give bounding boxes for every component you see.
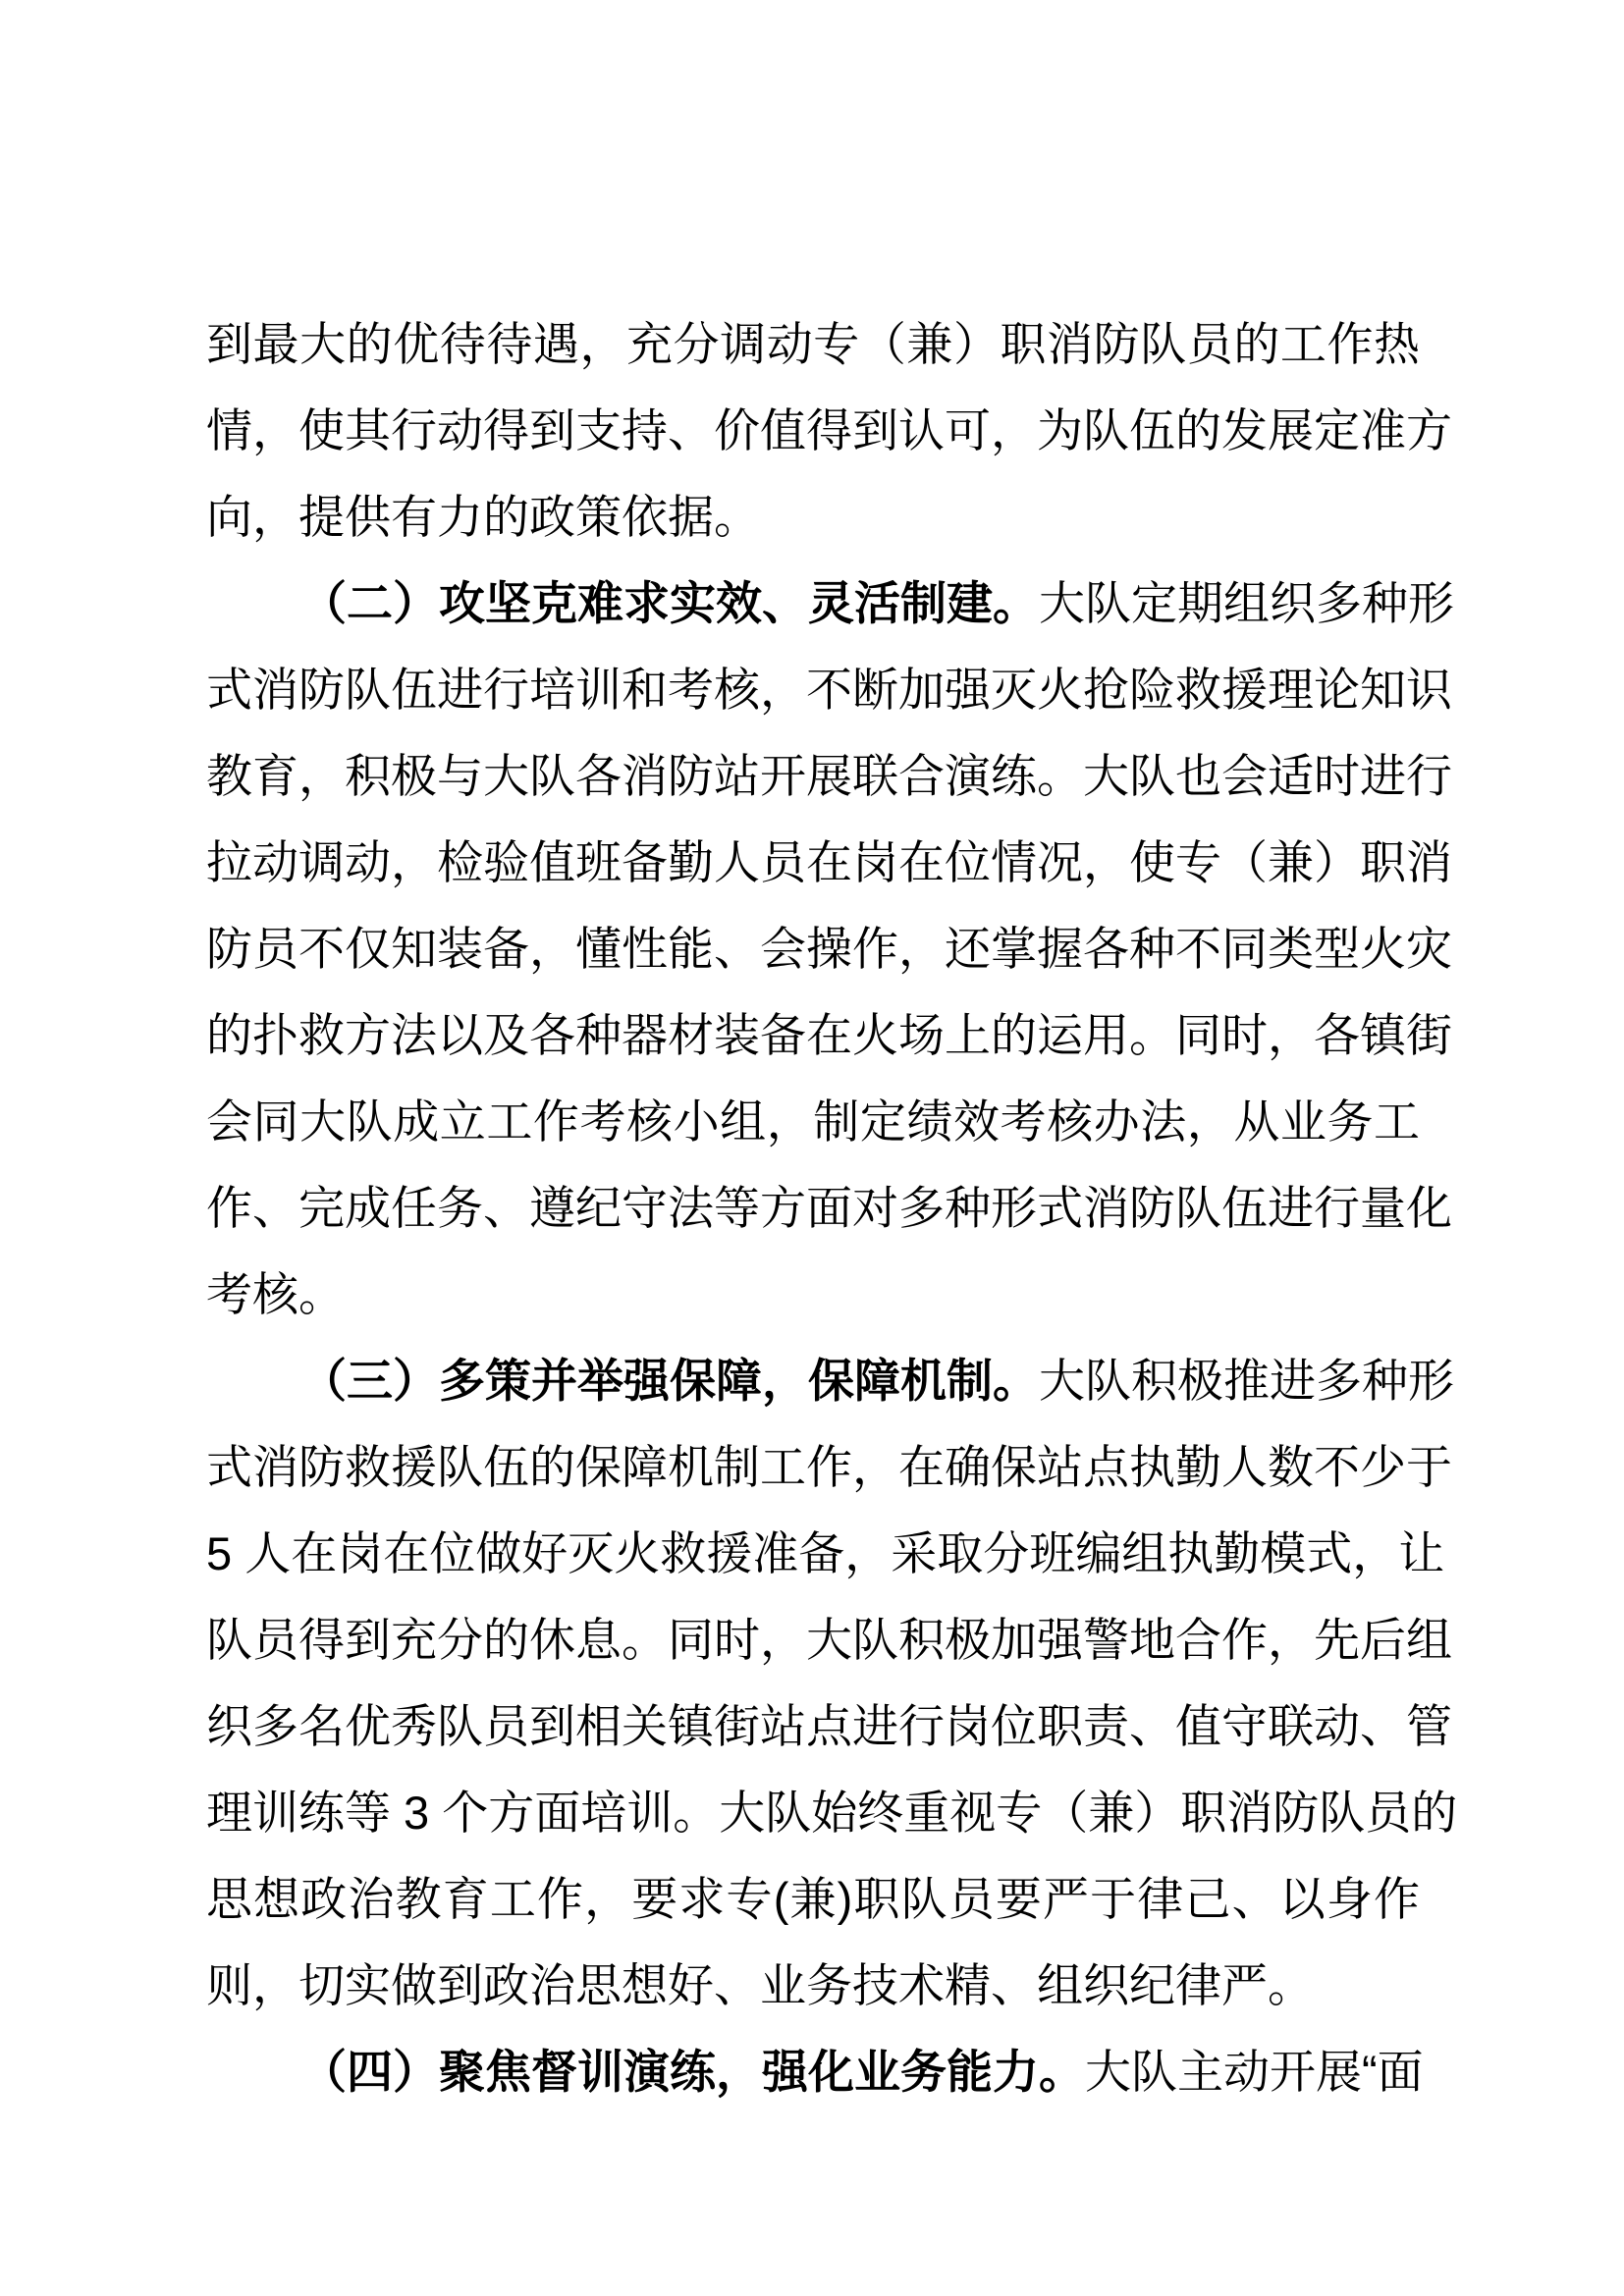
line-text: 式消防救援队伍的保障机制工作，在确保站点执勤人数不少于 [206, 1441, 1452, 1493]
text-line [206, 1770, 1458, 1856]
text-line [206, 1079, 1420, 1165]
line-text: 大队主动开展“面 [1085, 2046, 1424, 2098]
text-line [206, 1338, 1454, 1424]
text-line [206, 388, 1452, 474]
text-line [206, 2029, 1424, 2115]
line-text: 队员得到充分的休息。同时，大队积极加强警地合作，先后组 [206, 1614, 1452, 1666]
text-line [206, 1252, 1420, 1338]
line-text: 大队积极推进多种形 [1039, 1355, 1454, 1407]
text-line [206, 1424, 1452, 1511]
line-text: 则，切实做到政治思想好、业务技术精、组织纪律严。 [206, 1959, 1314, 2011]
text-line [206, 1511, 1445, 1597]
line-text: 教育，积极与大队各消防站开展联合演练。大队也会适时进行 [206, 750, 1452, 802]
line-text: 到最大的优待待遇，充分调动专（兼）职消防队员的工作热 [206, 318, 1420, 370]
line-text: 作、完成任务、遵纪守法等方面对多种形式消防队伍进行量化 [206, 1182, 1452, 1234]
line-text: 会同大队成立工作考核小组，制定绩效考核办法，从业务工 [206, 1095, 1420, 1148]
line-text: 考核。 [206, 1268, 345, 1320]
text-line [206, 1165, 1452, 1252]
text-line [206, 1856, 1420, 1943]
text-line [206, 1597, 1452, 1683]
line-text: 5 人在岗在位做好灭火救援准备，采取分班编组执勤模式，让 [206, 1527, 1445, 1579]
line-text: 拉动调动，检验值班备勤人员在岗在位情况，使专（兼）职消 [206, 836, 1452, 888]
line-text: 情，使其行动得到支持、价值得到认可，为队伍的发展定准方 [206, 404, 1452, 456]
text-line [206, 1683, 1452, 1770]
line-text: 向，提供有力的政策依据。 [206, 491, 760, 543]
line-text: 织多名优秀队员到相关镇街站点进行岗位职责、值守联动、管 [206, 1700, 1452, 1752]
document-text [206, 301, 1458, 2115]
line-text: 大队定期组织多种形 [1039, 577, 1454, 629]
text-line [206, 906, 1452, 992]
line-text: 式消防队伍进行培训和考核，不断加强灭火抢险救援理论知识 [206, 664, 1452, 716]
line-text: 思想政治教育工作，要求专(兼)职队员要严于律己、以身作 [206, 1873, 1420, 1925]
line-text: 的扑救方法以及各种器材装备在火场上的运用。同时，各镇街 [206, 1009, 1452, 1061]
text-line [206, 561, 1454, 647]
text-line [206, 733, 1452, 820]
text-line [206, 474, 1420, 561]
line-text: 理训练等 3 个方面培训。大队始终重视专（兼）职消防队员的 [206, 1787, 1458, 1839]
section-heading: （二）攻坚克难求实效、灵活制建。 [300, 577, 1039, 629]
text-line [206, 820, 1452, 906]
text-line [206, 301, 1420, 388]
line-text: 防员不仅知装备，懂性能、会操作，还掌握各种不同类型火灾 [206, 923, 1452, 975]
text-line [206, 992, 1452, 1079]
text-line [206, 1943, 1420, 2029]
text-line [206, 647, 1452, 733]
section-heading: （三）多策并举强保障，保障机制。 [300, 1355, 1039, 1407]
section-heading: （四）聚焦督训演练，强化业务能力。 [300, 2046, 1085, 2098]
